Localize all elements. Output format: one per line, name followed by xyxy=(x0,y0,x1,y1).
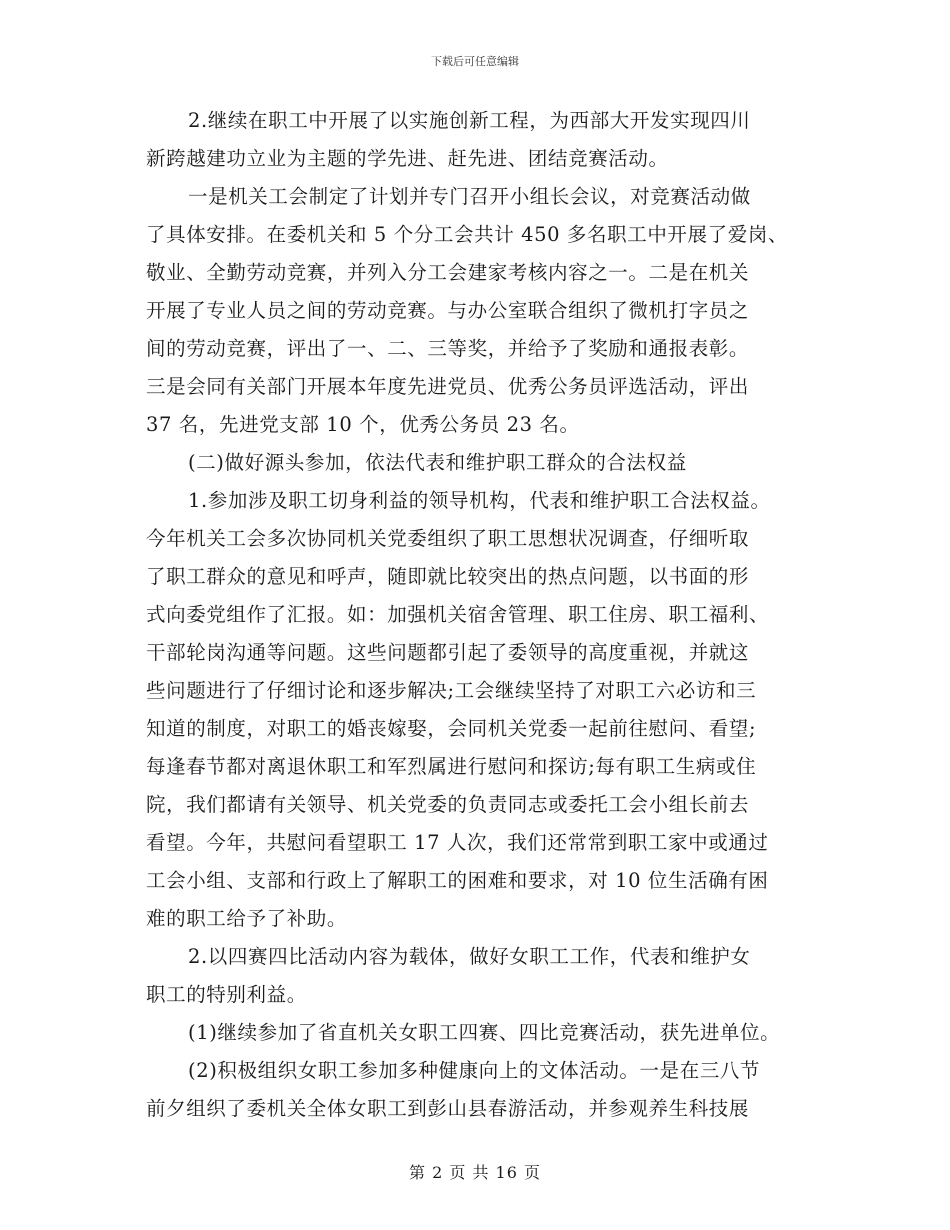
text-line: 2.继续在职工中开展了以实施创新工程，为西部大开发实现四川 xyxy=(188,109,751,132)
text-line: 式向委党组作了汇报。如：加强机关宿舍管理、职工住房、职工福利、 xyxy=(146,603,770,626)
text-line: 一是机关工会制定了计划并专门召开小组长会议，对竞赛活动做 xyxy=(188,185,751,208)
page-header: 下载后可任意编辑 xyxy=(431,55,519,68)
text-line: 干部轮岗沟通等问题。这些问题都引起了委领导的高度重视，并就这 xyxy=(146,641,750,664)
text-line: (1)继续参加了省直机关女职工四赛、四比竞赛活动，获先进单位。 xyxy=(188,1021,781,1044)
text-line: 间的劳动竞赛，评出了一、二、三等奖，并给予了奖励和通报表彰。 xyxy=(146,337,750,360)
text-line: 1.参加涉及职工切身利益的领导机构，代表和维护职工合法权益。 xyxy=(188,489,771,512)
text-line: 开展了专业人员之间的劳动竞赛。与办公室联合组织了微机打字员之 xyxy=(146,299,750,322)
text-line: 敬业、全勤劳动竞赛，并列入分工会建家考核内容之一。二是在机关 xyxy=(146,261,750,284)
text-line: (2)积极组织女职工参加多种健康向上的文体活动。一是在三八节 xyxy=(188,1059,761,1082)
text-line: 难的职工给予了补助。 xyxy=(146,907,348,930)
text-line: 每逢春节都对离退休职工和军烈属进行慰问和探访;每有职工生病或住 xyxy=(146,755,757,778)
text-line: 新跨越建功立业为主题的学先进、赶先进、团结竞赛活动。 xyxy=(146,147,669,170)
text-line: 三是会同有关部门开展本年度先进党员、优秀公务员评选活动，评出 xyxy=(146,375,750,398)
text-line: 院，我们都请有关领导、机关党委的负责同志或委托工会小组长前去 xyxy=(146,793,750,816)
text-line: 知道的制度，对职工的婚丧嫁娶，会同机关党委一起前往慰问、看望; xyxy=(146,717,757,740)
text-line: 了职工群众的意见和呼声，随即就比较突出的热点问题，以书面的形 xyxy=(146,565,750,588)
text-line: 些问题进行了仔细讨论和逐步解决;工会继续坚持了对职工六必访和三 xyxy=(146,679,757,702)
text-line: 工会小组、支部和行政上了解职工的困难和要求，对 10 位生活确有困 xyxy=(146,869,769,892)
text-line: 37 名，先进党支部 10 个，优秀公务员 23 名。 xyxy=(146,413,580,436)
text-line: 2.以四赛四比活动内容为载体，做好女职工工作，代表和维护女 xyxy=(188,945,751,968)
section-heading: (二)做好源头参加，依法代表和维护职工群众的合法权益 xyxy=(188,451,687,474)
text-line: 职工的特别利益。 xyxy=(146,983,307,1006)
text-line: 了具体安排。在委机关和 5 个分工会共计 450 多名职工中开展了爱岗、 xyxy=(146,223,789,246)
text-line: 前夕组织了委机关全体女职工到彭山县春游活动，并参观养生科技展 xyxy=(146,1097,750,1120)
text-line: 今年机关工会多次协同机关党委组织了职工思想状况调查，仔细听取 xyxy=(146,527,750,550)
text-line: 看望。今年，共慰问看望职工 17 人次，我们还常常到职工家中或通过 xyxy=(146,831,769,854)
page-footer: 第 2 页 共 16 页 xyxy=(409,1163,541,1182)
